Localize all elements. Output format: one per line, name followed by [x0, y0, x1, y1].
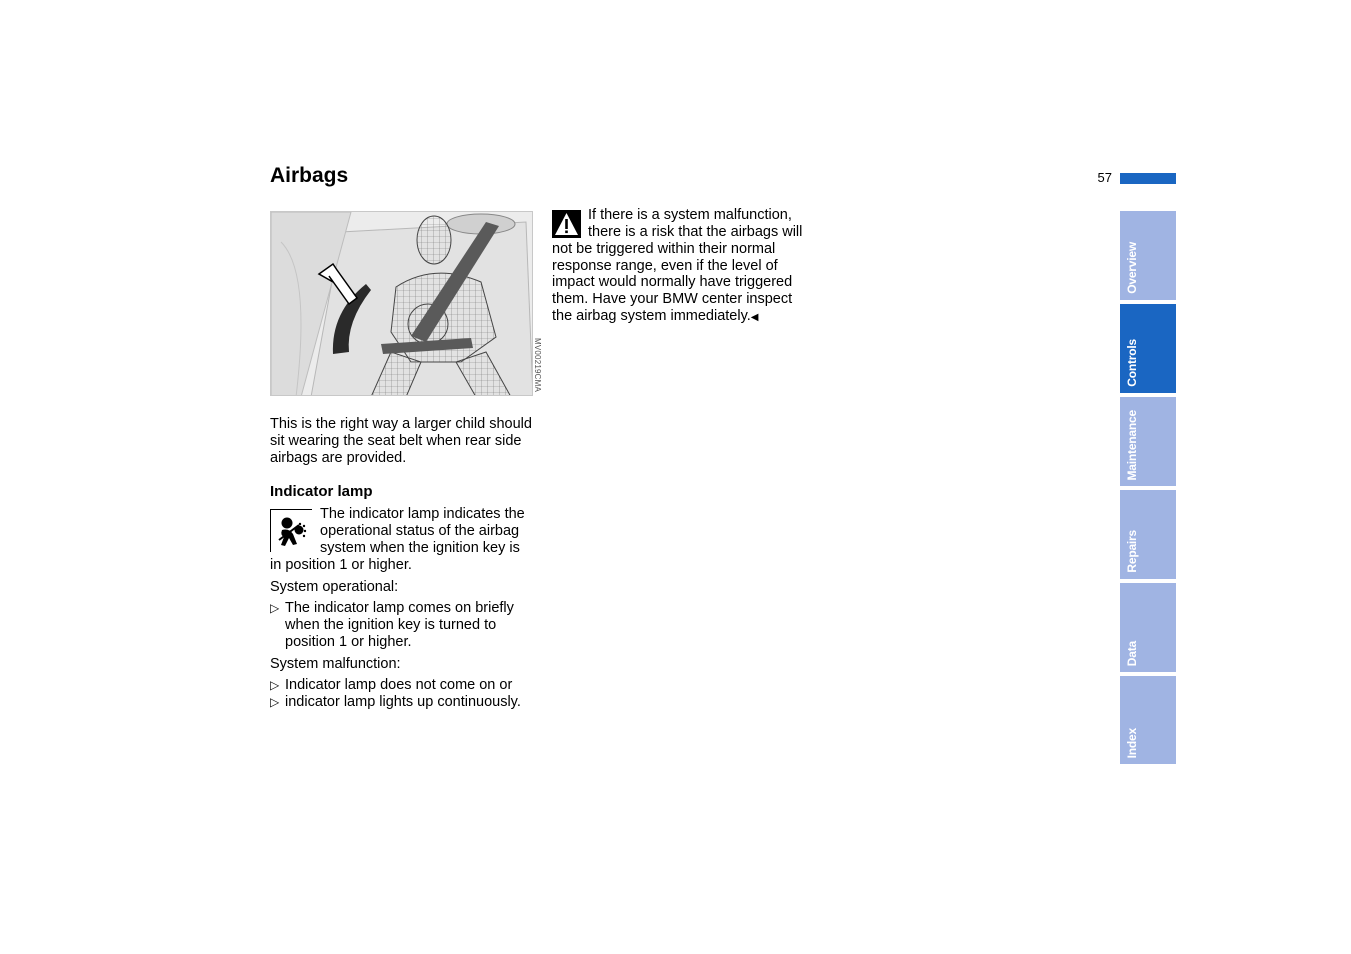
indicator-text-line: operational status of the airbag: [320, 523, 520, 539]
tab-label: Controls: [1125, 339, 1139, 387]
tab-label: Repairs: [1125, 530, 1139, 573]
indicator-text-line: in position 1 or higher.: [270, 557, 412, 573]
list-item: [270, 694, 550, 711]
warning-text-line: If there is a system malfunction,: [588, 207, 792, 223]
warning-text-line: them. Have your BMW center inspect: [552, 291, 793, 307]
list-item-text: indicator lamp lights up continuously.: [285, 694, 521, 710]
figure-code: MV00219CMA: [533, 338, 542, 393]
tab-label: Maintenance: [1125, 409, 1139, 480]
figure-caption: This is the right way a larger child should sit wearing the seat belt when rear side airbags are provided.: [270, 416, 532, 466]
warning-text-line: there is a risk that the airbags will: [588, 224, 803, 240]
warning-text-line: response range, even if the level of: [552, 258, 778, 274]
indicator-text-line: The indicator lamp indicates the: [320, 506, 525, 522]
bullet-triangle-icon: ▷: [270, 601, 280, 615]
tab-data[interactable]: [1120, 583, 1176, 672]
list-item-text: The indicator lamp comes on briefly when the ignition key is turned to position 1 or higher.: [285, 600, 514, 650]
warning-triangle-icon: [552, 210, 581, 238]
tab-label: Overview: [1125, 242, 1139, 294]
tab-label: Data: [1125, 640, 1139, 666]
bullet-triangle-icon: ▷: [270, 695, 280, 709]
warning-text-line: [552, 308, 758, 326]
tab-label: Index: [1125, 727, 1139, 758]
tab-index[interactable]: [1120, 676, 1176, 764]
list-item: [270, 600, 550, 651]
child-seatbelt-illustration: [270, 211, 533, 396]
page-title: Airbags: [270, 164, 349, 187]
tab-repairs[interactable]: [1120, 490, 1176, 579]
airbag-person-icon: [271, 510, 312, 552]
tab-overview[interactable]: [1120, 211, 1176, 300]
list-item-text: Indicator lamp does not come on or: [285, 677, 513, 693]
tab-controls[interactable]: [1120, 304, 1176, 393]
indicator-text-line: system when the ignition key is: [320, 540, 520, 556]
indicator-lamp-heading: Indicator lamp: [270, 483, 373, 500]
page-number-bar: [1120, 173, 1176, 184]
airbag-indicator-icon: [270, 509, 312, 552]
warning-text-line: impact would normally have triggered: [552, 274, 793, 290]
warning-last-line-text: the airbag system immediately.: [552, 308, 751, 324]
child-seatbelt-drawing: [271, 212, 533, 396]
system-malfunction-label: System malfunction:: [270, 656, 401, 672]
page-number: 57: [1097, 170, 1112, 185]
end-mark-icon: ◀: [750, 312, 759, 323]
list-item: [270, 677, 550, 694]
bullet-triangle-icon: ▷: [270, 678, 280, 692]
system-operational-label: System operational:: [270, 579, 399, 595]
tab-maintenance[interactable]: [1120, 397, 1176, 486]
warning-text-line: not be triggered within their normal: [552, 241, 776, 257]
